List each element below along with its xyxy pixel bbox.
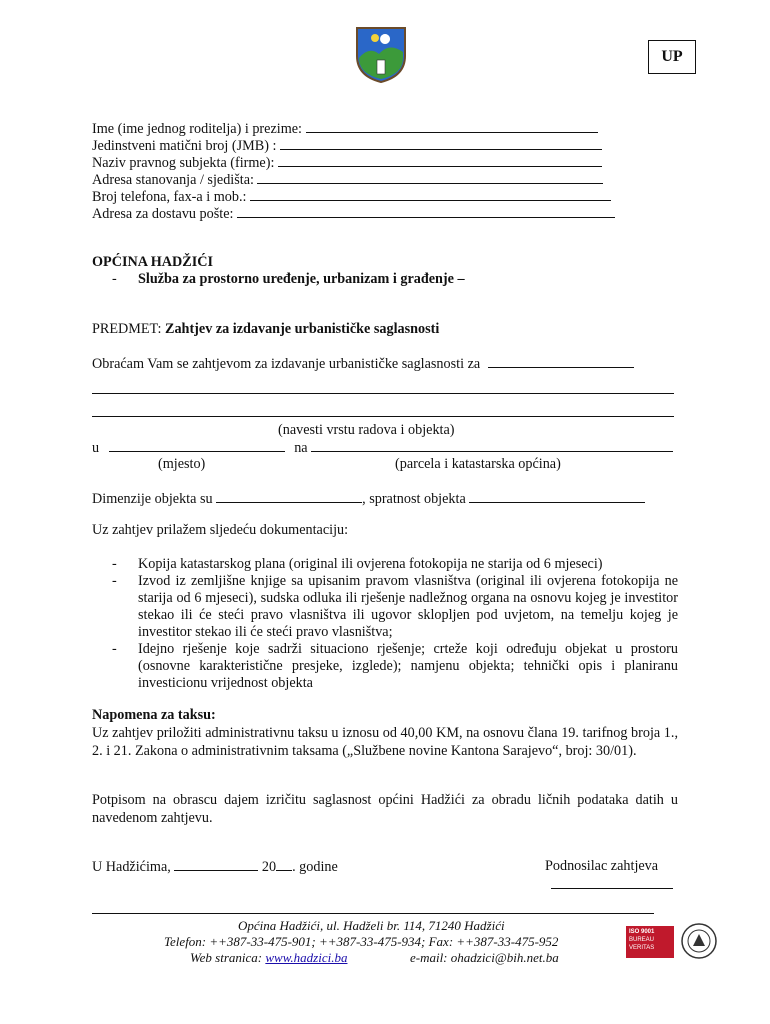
year-prefix: 20 <box>261 859 277 875</box>
date-fill-line[interactable] <box>174 858 258 871</box>
field-label: Jedinstveni matični broj (JMB) : <box>92 138 277 154</box>
consent-text: Potpisom na obrascu dajem izričitu saglasnost općini Hadžići za obradu ličnih podataka datih u navedenom zahtjevu. <box>92 792 678 826</box>
bureau-veritas-seal-icon <box>680 922 718 962</box>
recipient-name: OPĆINA HADŽIĆI <box>92 254 214 270</box>
parcel-hint: (parcela i katastarska općina) <box>395 456 561 472</box>
list-item: Idejno rješenje koje sadrži situaciono rješenje; crteže koji određuju objekat u prostoru (osnovne karakteristične presjeke, izglede); namjenu objekta; tehnički opis i planiranu investicionu vrijednost objekta <box>138 641 678 691</box>
request-intro: Obraćam Vam se zahtjevom za izdavanje urbanističke saglasnosti za <box>92 356 481 372</box>
subject-title: Zahtjev za izdavanje urbanističke saglasnosti <box>165 321 440 337</box>
location-line[interactable] <box>92 439 673 457</box>
signature-date-line[interactable] <box>92 858 338 876</box>
place-fill-line[interactable] <box>109 439 285 452</box>
floors-fill-line[interactable] <box>469 490 645 503</box>
form-code-text: UP <box>661 48 683 65</box>
year-suffix: . godine <box>292 859 338 875</box>
footer-contact <box>190 950 559 966</box>
works-hint: (navesti vrstu radova i objekta) <box>278 422 455 438</box>
field-label: Broj telefona, fax-a i mob.: <box>92 189 247 205</box>
applicant-field-phone[interactable] <box>92 188 611 206</box>
field-label: Ime (ime jednog roditelja) i prezime: <box>92 121 302 137</box>
recipient-department: Služba za prostorno uređenje, urbanizam i građenje – <box>138 271 465 287</box>
place-hint: (mjesto) <box>158 456 206 472</box>
coat-of-arms-logo <box>355 24 407 84</box>
na-label: na <box>294 440 308 456</box>
subject-label: PREDMET: <box>92 321 162 337</box>
fill-line[interactable] <box>278 154 602 167</box>
list-bullet: - <box>112 573 117 589</box>
certification-logo <box>626 922 722 966</box>
tax-note-text: Uz zahtjev priložiti administrativnu taksu u iznosu od 40,00 KM, na osnovu člana 19. tarifnog broja 1., 2. i 21. Zakona o administrativnim taksama („Službene novine Kantona Sarajevo“, broj: 30/01). <box>92 725 678 759</box>
cert-org-text: BUREAU VERITAS <box>629 937 655 951</box>
iso-badge <box>626 926 674 958</box>
fill-line[interactable] <box>237 205 615 218</box>
subject-line <box>92 321 439 338</box>
dimensions-line[interactable] <box>92 490 645 508</box>
applicant-field-name[interactable] <box>92 120 598 138</box>
place-label: U Hadžićima, <box>92 859 171 875</box>
list-bullet: - <box>112 641 117 657</box>
footer-address: Općina Hadžići, ul. Hadželi br. 114, 71240 Hadžići <box>238 918 505 933</box>
fill-line[interactable] <box>92 416 674 417</box>
footer-divider <box>92 913 654 914</box>
list-bullet: - <box>112 556 117 572</box>
applicant-field-address[interactable] <box>92 171 603 189</box>
recipient-dash: - <box>112 271 117 287</box>
applicant-field-company[interactable] <box>92 154 602 172</box>
iso-text: ISO 9001 <box>629 929 655 935</box>
u-label: u <box>92 440 100 456</box>
field-label: Naziv pravnog subjekta (firme): <box>92 155 275 171</box>
web-label: Web stranica: <box>190 950 263 965</box>
list-item: Izvod iz zemljišne knjige sa upisanim pravom vlasništva (original ili ovjerena fotokopija ne starija od 6 mjeseci), sudska odluka ili rješenje nadležnog organa na osnovu kojeg je investitor stekao ili će steći pravo vlasništva ili ugovor sklopljen pod uvjetom, na temelju kojeg je investitor stekao ili će steći pravo vlasništva; <box>138 573 678 640</box>
request-intro-line[interactable] <box>92 355 634 373</box>
field-label: Adresa za dostavu pošte: <box>92 206 234 222</box>
tax-note-heading: Napomena za taksu: <box>92 707 216 723</box>
list-item: Kopija katastarskog plana (original ili ovjerena fotokopija ne starija od 6 mjeseci) <box>138 556 603 572</box>
applicant-field-jmb[interactable] <box>92 137 602 155</box>
dimensions-label: Dimenzije objekta su <box>92 491 213 507</box>
signature-fill-line[interactable] <box>551 888 673 889</box>
dimensions-fill-line[interactable] <box>216 490 362 503</box>
field-label: Adresa stanovanja / sjedišta: <box>92 172 254 188</box>
parcel-fill-line[interactable] <box>311 439 673 452</box>
year-fill-line[interactable] <box>276 858 292 871</box>
fill-line[interactable] <box>92 393 674 394</box>
documentation-intro: Uz zahtjev prilažem sljedeću dokumentaciju: <box>92 522 349 538</box>
fill-line[interactable] <box>488 355 634 368</box>
fill-line[interactable] <box>306 120 598 133</box>
applicant-label: Podnosilac zahtjeva <box>545 858 659 874</box>
form-code-badge <box>648 40 696 74</box>
footer-phones: Telefon: ++387-33-475-901; ++387-33-475-934; Fax: ++387-33-475-952 <box>164 934 559 949</box>
website-link[interactable]: www.hadzici.ba <box>265 950 348 965</box>
email-text: e-mail: ohadzici@bih.net.ba <box>409 950 559 965</box>
applicant-field-mail-address[interactable] <box>92 205 615 223</box>
fill-line[interactable] <box>257 171 603 184</box>
floors-label: , spratnost objekta <box>362 491 466 507</box>
fill-line[interactable] <box>280 137 602 150</box>
fill-line[interactable] <box>250 188 611 201</box>
